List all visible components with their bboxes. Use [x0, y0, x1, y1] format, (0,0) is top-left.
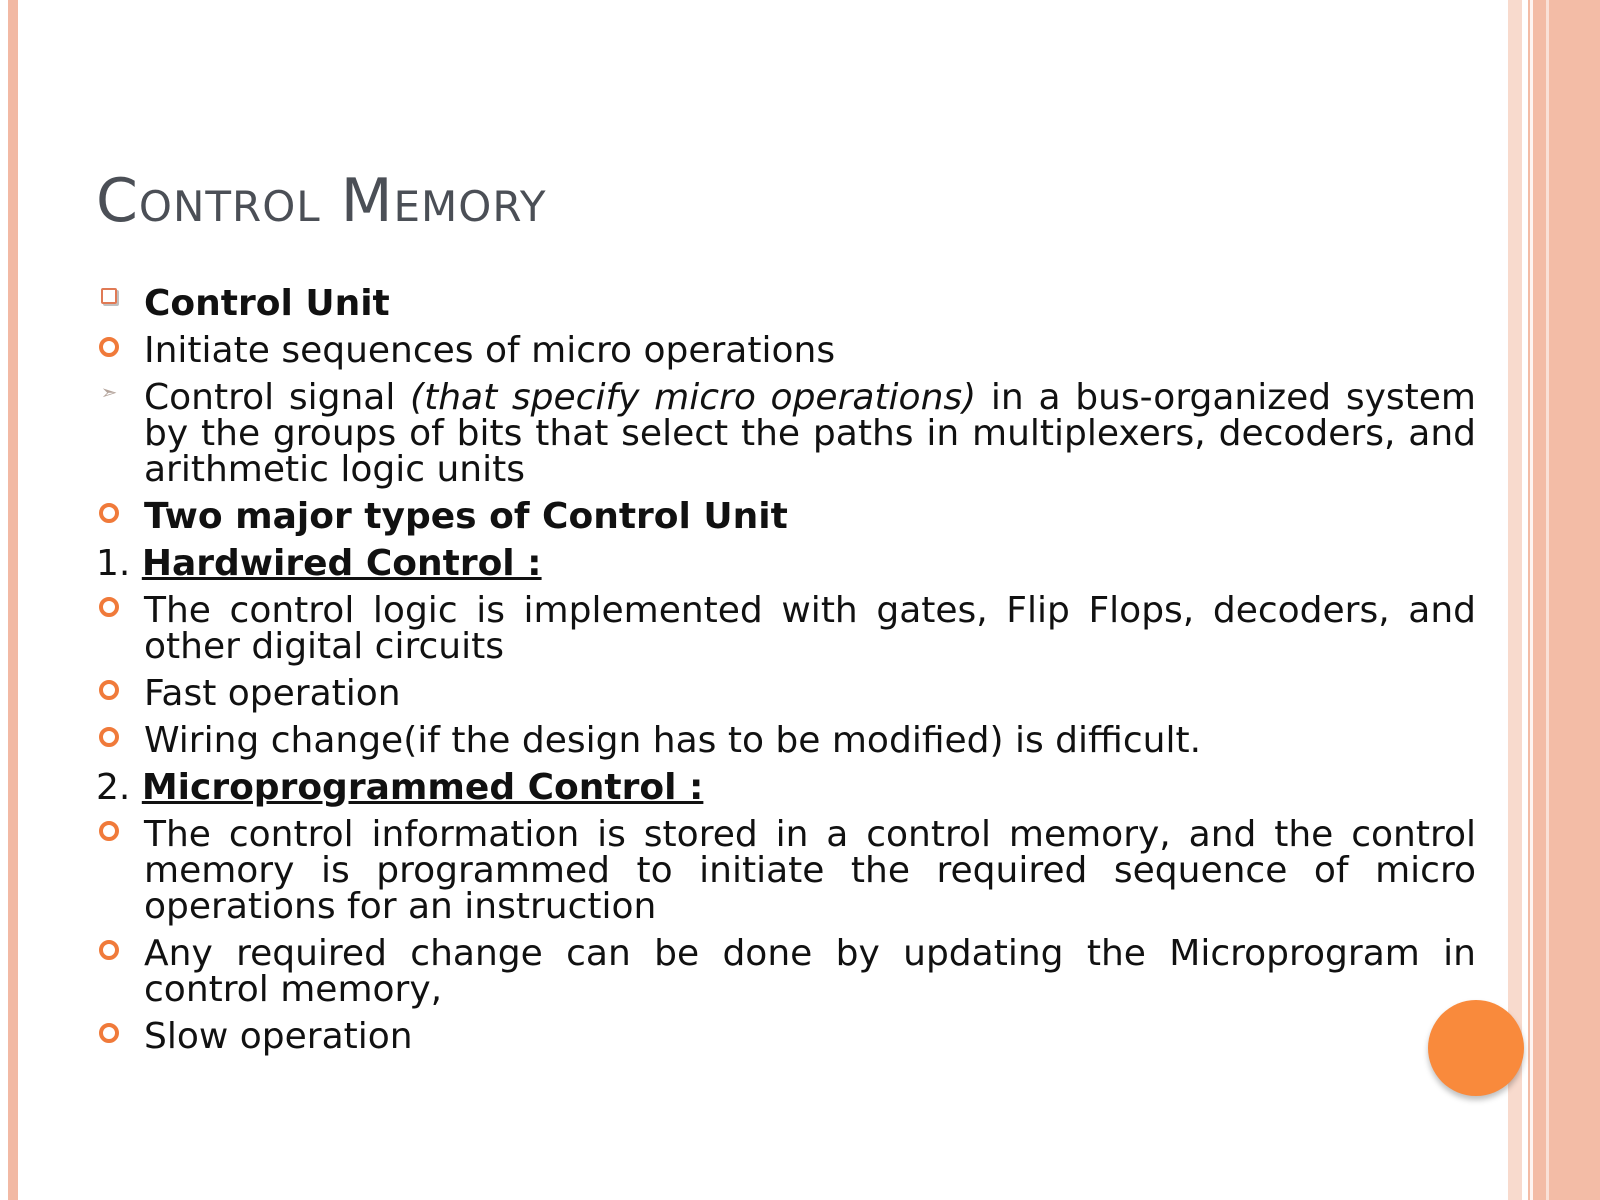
- ring-bullet-icon: [96, 936, 122, 972]
- right-border-band: [1528, 0, 1600, 1200]
- item-text: Control Unit: [144, 283, 390, 324]
- bullet-item: [96, 330, 1476, 371]
- item-text-italic: (that specify micro operations): [410, 377, 977, 418]
- bullet-item: [96, 283, 1476, 324]
- bullet-item: [96, 720, 1476, 761]
- orange-circle-button[interactable]: [1428, 1000, 1524, 1096]
- bullet-item: [96, 496, 1476, 537]
- section-heading-hardwired: [96, 543, 1476, 584]
- ring-bullet-icon: [96, 817, 122, 853]
- slide-title: Control Memory: [96, 166, 547, 236]
- bullet-item: [96, 814, 1476, 927]
- bullet-item: [96, 377, 1476, 490]
- ring-bullet-icon: [96, 723, 122, 759]
- item-text: Any required change can be done by updating the Microprogram in control memory,: [144, 933, 1476, 1010]
- item-text: Wiring change(if the design has to be modified) is difficult.: [144, 720, 1202, 761]
- ring-bullet-icon: [96, 593, 122, 629]
- slide-content: [96, 283, 1476, 1066]
- square-bullet-icon: [96, 286, 122, 322]
- item-text: The control logic is implemented with gates, Flip Flops, decoders, and other digital circuits: [144, 590, 1476, 667]
- ring-bullet-icon: [96, 676, 122, 712]
- left-border-bar: [8, 0, 18, 1200]
- item-text: The control information is stored in a control memory, and the control memory is programmed to initiate the required sequence of micro operations for an instruction: [144, 814, 1476, 927]
- item-text-post: in a bus-organized system by the groups of bits that select the paths in multiplexers, decoders, and arithmetic logic units: [144, 377, 1476, 490]
- arrow-bullet-icon: ➣: [100, 380, 118, 404]
- bullet-item: [96, 933, 1476, 1010]
- ring-bullet-icon: [96, 1019, 122, 1055]
- right-border-line: [1546, 0, 1549, 1200]
- ring-bullet-icon: [96, 333, 122, 369]
- bullet-item: [96, 673, 1476, 714]
- ring-bullet-icon: [96, 499, 122, 535]
- right-border-line: [1530, 0, 1533, 1200]
- item-text: Fast operation: [144, 673, 401, 714]
- item-text: Slow operation: [144, 1016, 413, 1057]
- item-text: Two major types of Control Unit: [144, 496, 788, 537]
- bullet-item: [96, 1016, 1476, 1057]
- section-heading-microprogrammed: [96, 767, 1476, 808]
- section-number: 2.: [96, 767, 131, 808]
- bullet-item: [96, 590, 1476, 667]
- section-title: Hardwired Control :: [141, 543, 542, 584]
- section-title: Microprogrammed Control :: [141, 767, 704, 808]
- item-text-pre: Control signal: [144, 377, 411, 418]
- item-text: Initiate sequences of micro operations: [144, 330, 836, 371]
- section-number: 1.: [96, 543, 131, 584]
